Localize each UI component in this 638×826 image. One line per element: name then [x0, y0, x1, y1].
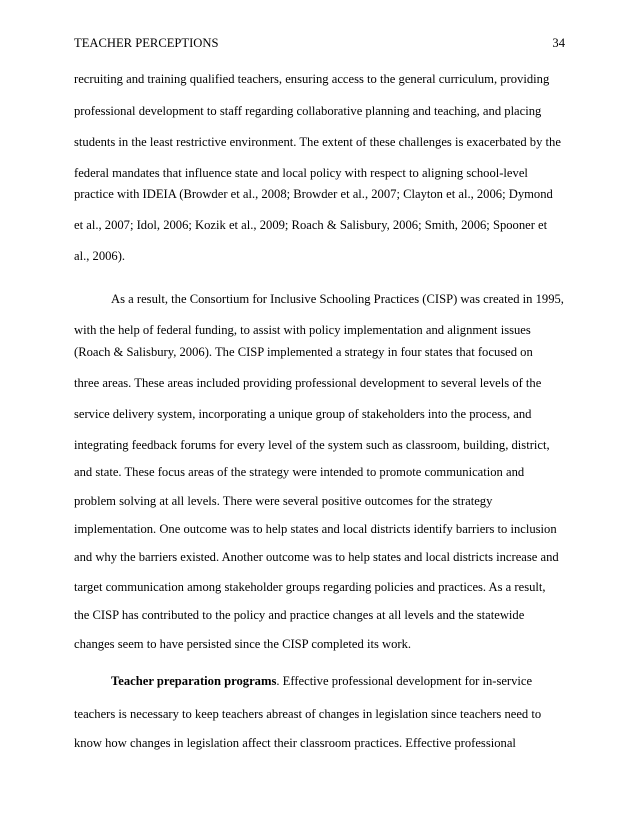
text-line: with the help of federal funding, to assist with policy implementation and alignment issues — [74, 323, 531, 337]
text-line: (Roach & Salisbury, 2006). The CISP implemented a strategy in four states that focused on — [74, 345, 533, 359]
text-line: and state. These focus areas of the strategy were intended to promote communication and — [74, 465, 525, 479]
text-line: practice with IDEIA (Browder et al., 2008; Browder et al., 2007; Clayton et al., 2006; Dymond — [74, 187, 553, 201]
text-line: service delivery system, incorporating a unique group of stakeholders into the process, and — [74, 407, 532, 421]
text-line: professional development to staff regarding collaborative planning and teaching, and placing — [74, 104, 542, 118]
running-head-title: TEACHER PERCEPTIONS — [74, 36, 219, 50]
text-line: teachers is necessary to keep teachers abreast of changes in legislation since teachers need to — [74, 707, 542, 721]
text-line: integrating feedback forums for every level of the system such as classroom, building, district, — [74, 438, 550, 452]
text-line: et al., 2007; Idol, 2006; Kozik et al., 2009; Roach & Salisbury, 2006; Smith, 2006; Spooner et — [74, 218, 548, 232]
text-line: target communication among stakeholder groups regarding policies and practices. As a result, — [74, 580, 546, 594]
text-line: recruiting and training qualified teachers, ensuring access to the general curriculum, providing — [74, 72, 550, 86]
heading-continuation: . Effective professional development for in-service — [276, 674, 533, 688]
page-number: 34 — [552, 36, 565, 50]
text-line: implementation. One outcome was to help states and local districts identify barriers to inclusion — [74, 522, 557, 536]
section-heading: Teacher preparation programs — [111, 674, 277, 688]
text-line: al., 2006). — [74, 249, 126, 263]
text-line: and why the barriers existed. Another outcome was to help states and local districts increase and — [74, 550, 559, 564]
running-header — [74, 36, 565, 51]
text-line: problem solving at all levels. There were several positive outcomes for the strategy — [74, 494, 493, 508]
text-line — [111, 674, 532, 689]
text-line: As a result, the Consortium for Inclusive Schooling Practices (CISP) was created in 1995, — [111, 292, 564, 306]
text-line: three areas. These areas included providing professional development to several levels of the — [74, 376, 542, 390]
text-line: students in the least restrictive environment. The extent of these challenges is exacerbated by the — [74, 135, 561, 149]
text-line: changes seem to have persisted since the CISP completed its work. — [74, 637, 412, 651]
text-line: know how changes in legislation affect their classroom practices. Effective professional — [74, 736, 516, 750]
text-line: the CISP has contributed to the policy and practice changes at all levels and the statewide — [74, 608, 525, 622]
text-line: federal mandates that influence state and local policy with respect to aligning school-level — [74, 166, 528, 180]
